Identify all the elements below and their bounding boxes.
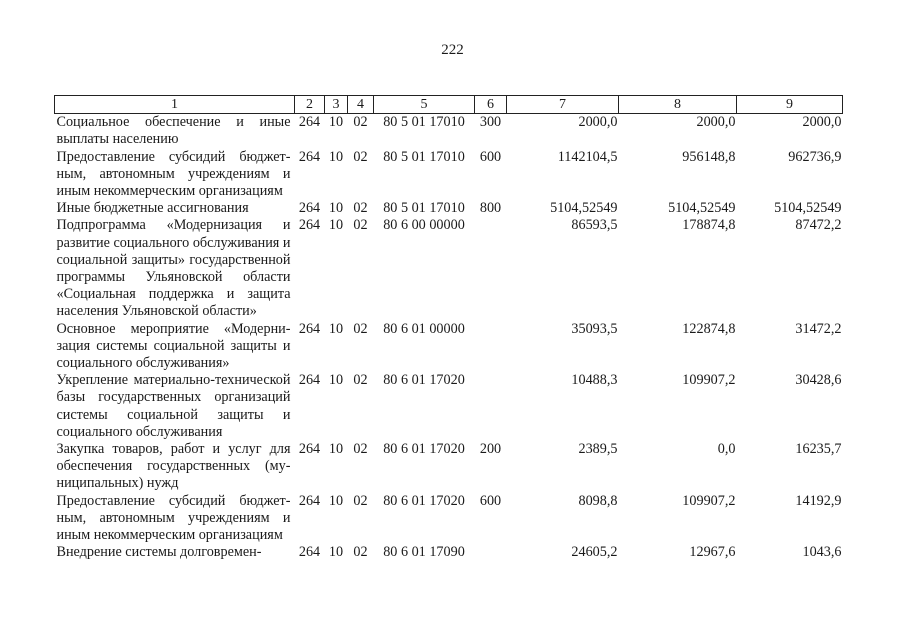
cell-expense-type [475, 544, 507, 561]
page-number: 222 [441, 42, 464, 58]
row-name: Социальное обеспечение и иные выплаты населению [56, 114, 291, 148]
cell-amount-9: 31472,2 [795, 320, 842, 337]
row-name: Предоставление субсидий бюджетным, автономным учреждениям и иным некоммерческим организациям [56, 492, 291, 544]
cell-ministry-code: 264 [298, 200, 321, 217]
cell-target-article: 80 6 01 17020 [383, 492, 465, 509]
cell-expense-type: 600 [479, 492, 502, 509]
column-header-4: 4 [348, 96, 374, 114]
cell-expense-type [475, 372, 507, 441]
row-name: Закупка товаров, работ и услуг для обеспечения государственных (муниципальных) нужд [56, 441, 291, 492]
cell-amount-8: 5104,52549 [668, 200, 736, 217]
cell-section: 10 [328, 148, 344, 165]
cell-amount-7: 24605,2 [571, 544, 618, 561]
cell-target-article: 80 6 00 00000 [383, 217, 465, 234]
cell-subsection: 02 [353, 320, 368, 337]
cell-amount-7: 8098,8 [578, 492, 618, 509]
table-row [55, 544, 843, 561]
cell-amount-7: 86593,5 [571, 217, 618, 234]
cell-ministry-code: 264 [298, 492, 321, 509]
cell-target-article: 80 6 01 17090 [383, 544, 465, 561]
column-header-7: 7 [507, 96, 619, 114]
cell-expense-type: 800 [479, 200, 502, 217]
cell-amount-9: 2000,0 [802, 114, 842, 131]
cell-amount-9: 962736,9 [788, 148, 842, 165]
cell-target-article: 80 5 01 17010 [383, 114, 465, 131]
cell-amount-7: 10488,3 [571, 372, 618, 389]
table-row [55, 149, 843, 201]
cell-expense-type: 600 [479, 148, 502, 165]
cell-amount-9: 14192,9 [795, 492, 842, 509]
column-header-8: 8 [619, 96, 737, 114]
cell-amount-8: 178874,8 [682, 217, 736, 234]
cell-amount-8: 956148,8 [682, 148, 736, 165]
cell-ministry-code: 264 [298, 114, 321, 131]
column-header-3: 3 [325, 96, 348, 114]
table-row [55, 217, 843, 320]
column-header-1: 1 [55, 96, 295, 114]
cell-subsection: 02 [353, 441, 368, 458]
cell-amount-7: 5104,52549 [550, 200, 618, 217]
cell-amount-7: 1142104,5 [557, 148, 618, 165]
cell-ministry-code: 264 [298, 217, 321, 234]
cell-ministry-code: 264 [298, 544, 321, 561]
row-name: Подпрограмма «Модернизация и развитие социального обслуживания и социальной защиты» государственной программы Ульяновской области «Социальная поддержка и защита населения Ульяновской области» [56, 217, 291, 320]
cell-expense-type [475, 321, 507, 373]
cell-amount-7: 2000,0 [578, 114, 618, 131]
cell-target-article: 80 5 01 17010 [383, 148, 465, 165]
column-header-9: 9 [737, 96, 843, 114]
cell-expense-type: 300 [479, 114, 502, 131]
cell-section: 10 [328, 217, 344, 234]
cell-amount-9: 87472,2 [795, 217, 842, 234]
cell-ministry-code: 264 [298, 320, 321, 337]
table-row [55, 441, 843, 493]
cell-subsection: 02 [353, 372, 368, 389]
row-name: Иные бюджетные ассигнования [56, 200, 249, 217]
cell-amount-8: 109907,2 [682, 372, 736, 389]
cell-amount-7: 35093,5 [571, 320, 618, 337]
cell-section: 10 [328, 114, 344, 131]
column-header-6: 6 [475, 96, 507, 114]
table-row [55, 493, 843, 545]
table-row [55, 321, 843, 373]
cell-target-article: 80 6 01 17020 [383, 372, 465, 389]
row-name: Предоставление субсидий бюджетным, автономным учреждениям и иным некоммерческим организациям [56, 148, 291, 200]
cell-amount-9: 30428,6 [795, 372, 842, 389]
table-row [55, 372, 843, 441]
cell-subsection: 02 [353, 200, 368, 217]
cell-subsection: 02 [353, 217, 368, 234]
column-header-2: 2 [295, 96, 325, 114]
budget-table [54, 95, 843, 561]
cell-target-article: 80 6 01 00000 [383, 320, 465, 337]
cell-amount-8: 0,0 [717, 441, 736, 458]
table-header-row [55, 96, 843, 114]
cell-section: 10 [328, 320, 344, 337]
cell-section: 10 [328, 200, 344, 217]
cell-subsection: 02 [353, 544, 368, 561]
cell-expense-type [475, 217, 507, 320]
table-row [55, 114, 843, 149]
cell-ministry-code: 264 [298, 372, 321, 389]
cell-section: 10 [328, 544, 344, 561]
cell-target-article: 80 6 01 17020 [383, 441, 465, 458]
cell-subsection: 02 [353, 114, 368, 131]
row-name: Внедрение системы долговремен- [56, 544, 262, 561]
cell-amount-8: 122874,8 [682, 320, 736, 337]
cell-ministry-code: 264 [298, 441, 321, 458]
cell-section: 10 [328, 441, 344, 458]
cell-amount-8: 109907,2 [682, 492, 736, 509]
cell-target-article: 80 5 01 17010 [383, 200, 465, 217]
cell-amount-8: 12967,6 [689, 544, 736, 561]
cell-amount-9: 16235,7 [795, 441, 842, 458]
table-row [55, 200, 843, 217]
cell-section: 10 [328, 372, 344, 389]
cell-section: 10 [328, 492, 344, 509]
cell-ministry-code: 264 [298, 148, 321, 165]
column-header-5: 5 [374, 96, 475, 114]
cell-amount-9: 5104,52549 [774, 200, 842, 217]
cell-subsection: 02 [353, 492, 368, 509]
cell-amount-9: 1043,6 [802, 544, 842, 561]
row-name: Основное мероприятие «Модернизация системы социальной защиты и социального обслуживания» [56, 320, 291, 372]
cell-amount-8: 2000,0 [696, 114, 736, 131]
cell-expense-type: 200 [479, 441, 502, 458]
cell-subsection: 02 [353, 148, 368, 165]
cell-amount-7: 2389,5 [578, 441, 618, 458]
row-name: Укрепление материально-технической базы государственных организаций системы социальной защиты и социального обслуживания [56, 372, 291, 440]
